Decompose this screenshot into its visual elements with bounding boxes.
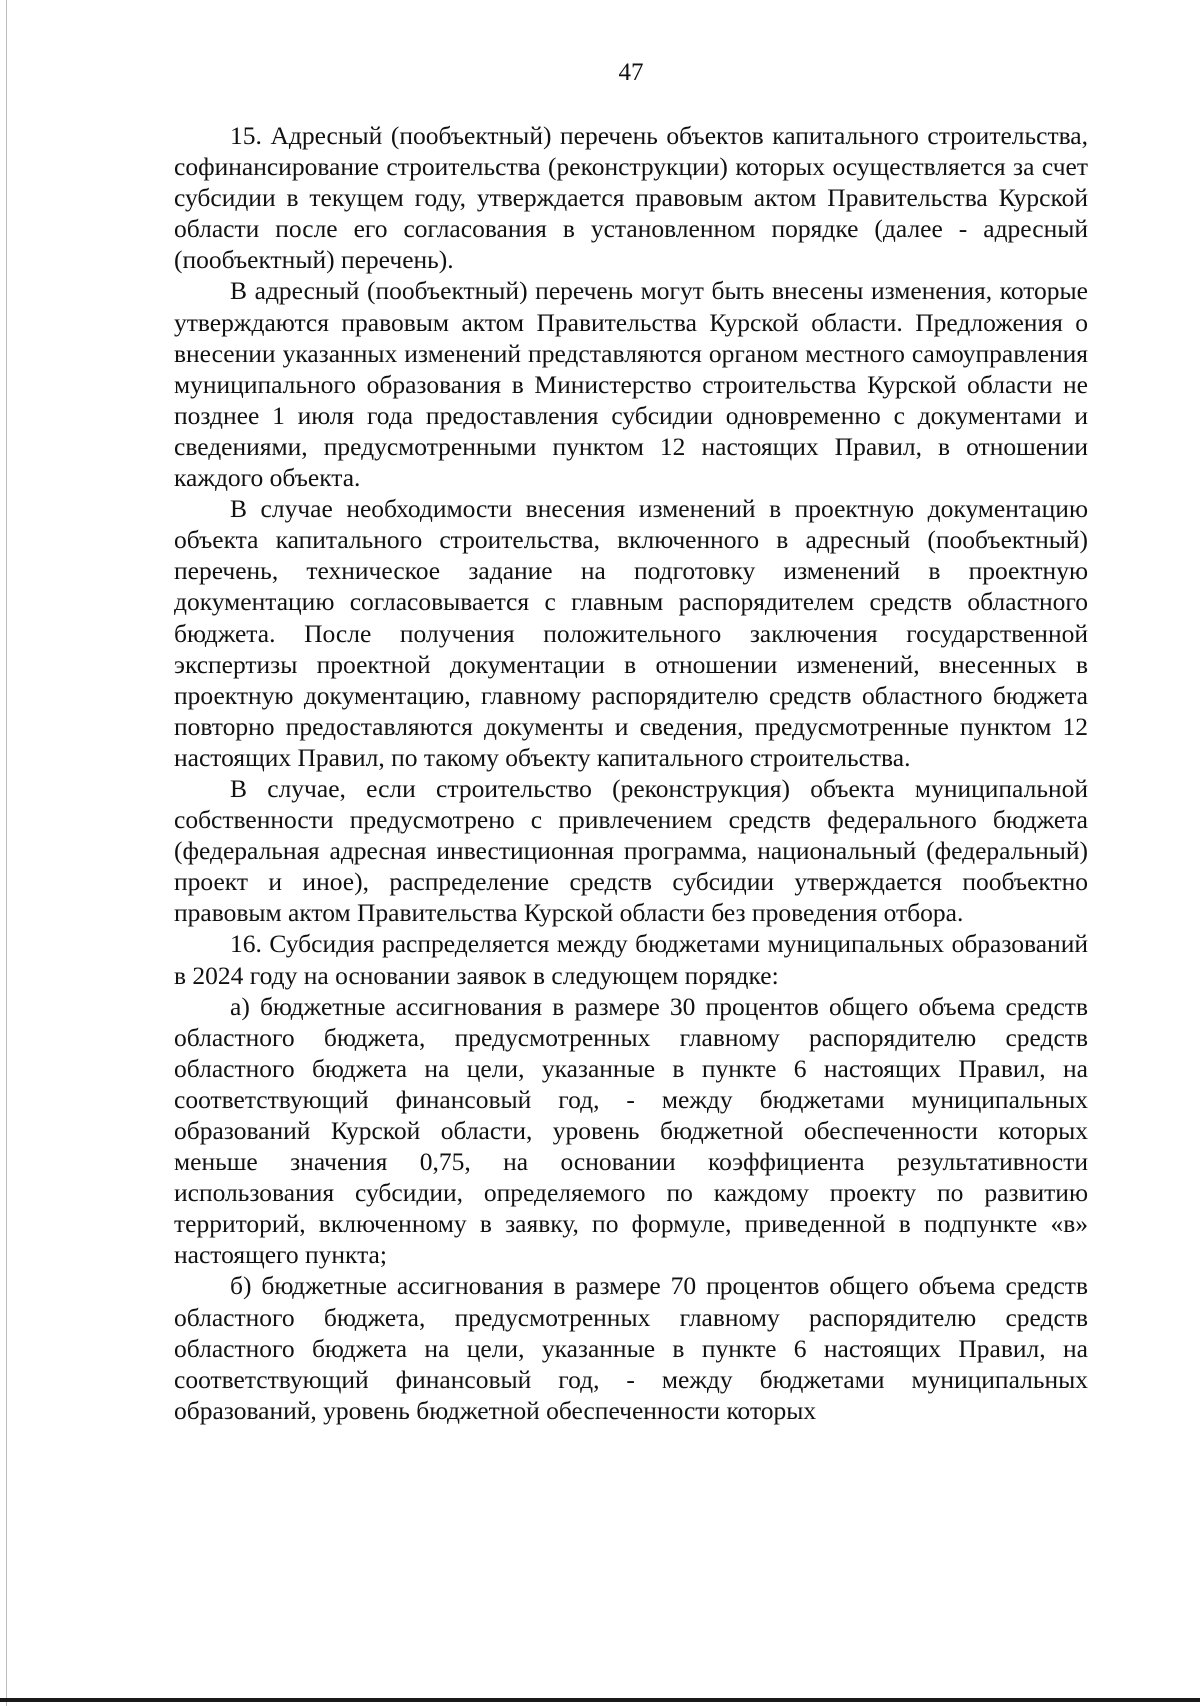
paragraph-item-16: 16. Субсидия распределяется между бюджетами муниципальных образований в 2024 году на основании заявок в следующем порядке: xyxy=(174,929,1088,990)
paragraph-list-changes: В адресный (пообъектный) перечень могут быть внесены изменения, которые утверждаются правовым актом Правительства Курской области. Предложения о внесении указанных изменений представляются органом местного самоуправления муниципального образования в Министерство строительства Курской области не позднее 1 июля года предоставления субсидии одновременно с документами и сведениями, предусмотренными пунктом 12 настоящих Правил, в отношении каждого объекта. xyxy=(174,276,1088,493)
paragraph-subitem-a: а) бюджетные ассигнования в размере 30 процентов общего объема средств областного бюджета, предусмотренных главному распорядителю средств областного бюджета на цели, указанные в пункте 6 настоящих Правил, на соответствующий финансовый год, - между бюджетами муниципальных образований Курской области, уровень бюджетной обеспеченности которых меньше значения 0,75, на основании коэффициента результативности использования субсидии, определяемого по каждому проекту по развитию территорий, включенному в заявку, по формуле, приведенной в подпункте «в» настоящего пункта; xyxy=(174,991,1088,1270)
paragraph-subitem-b: б) бюджетные ассигнования в размере 70 процентов общего объема средств областного бюджета, предусмотренных главному распорядителю средств областного бюджета на цели, указанные в пункте 6 настоящих Правил, на соответствующий финансовый год, - между бюджетами муниципальных образований, уровень бюджетной обеспеченности которых xyxy=(174,1271,1088,1425)
document-page xyxy=(174,58,1088,1426)
paragraph-item-15: 15. Адресный (пообъектный) перечень объектов капитального строительства, софинансирование строительства (реконструкции) которых осуществляется за счет субсидии в текущем году, утверждается правовым актом Правительства Курской области после его согласования в установленном порядке (далее - адресный (пообъектный) перечень). xyxy=(174,121,1088,275)
scan-edge-left xyxy=(6,0,7,1706)
scan-edge-bottom xyxy=(0,1698,1200,1702)
page-number: 47 xyxy=(618,59,644,86)
paragraph-federal-funding: В случае, если строительство (реконструкция) объекта муниципальной собственности предусмотрено с привлечением средств федерального бюджета (федеральная адресная инвестиционная программа, национальный (федеральный) проект и иное), распределение средств субсидии утверждается пообъектно правовым актом Правительства Курской области без проведения отбора. xyxy=(174,773,1088,928)
paragraph-project-documentation: В случае необходимости внесения изменений в проектную документацию объекта капитального строительства, включенного в адресный (пообъектный) перечень, техническое задание на подготовку изменений в проектную документацию согласовывается с главным распорядителем средств областного бюджета. После получения положительного заключения государственной экспертизы проектной документации в отношении изменений, внесенных в проектную документацию, главному распорядителю средств областного бюджета повторно предоставляются документы и сведения, предусмотренные пунктом 12 настоящих Правил, по такому объекту капитального строительства. xyxy=(174,494,1088,772)
